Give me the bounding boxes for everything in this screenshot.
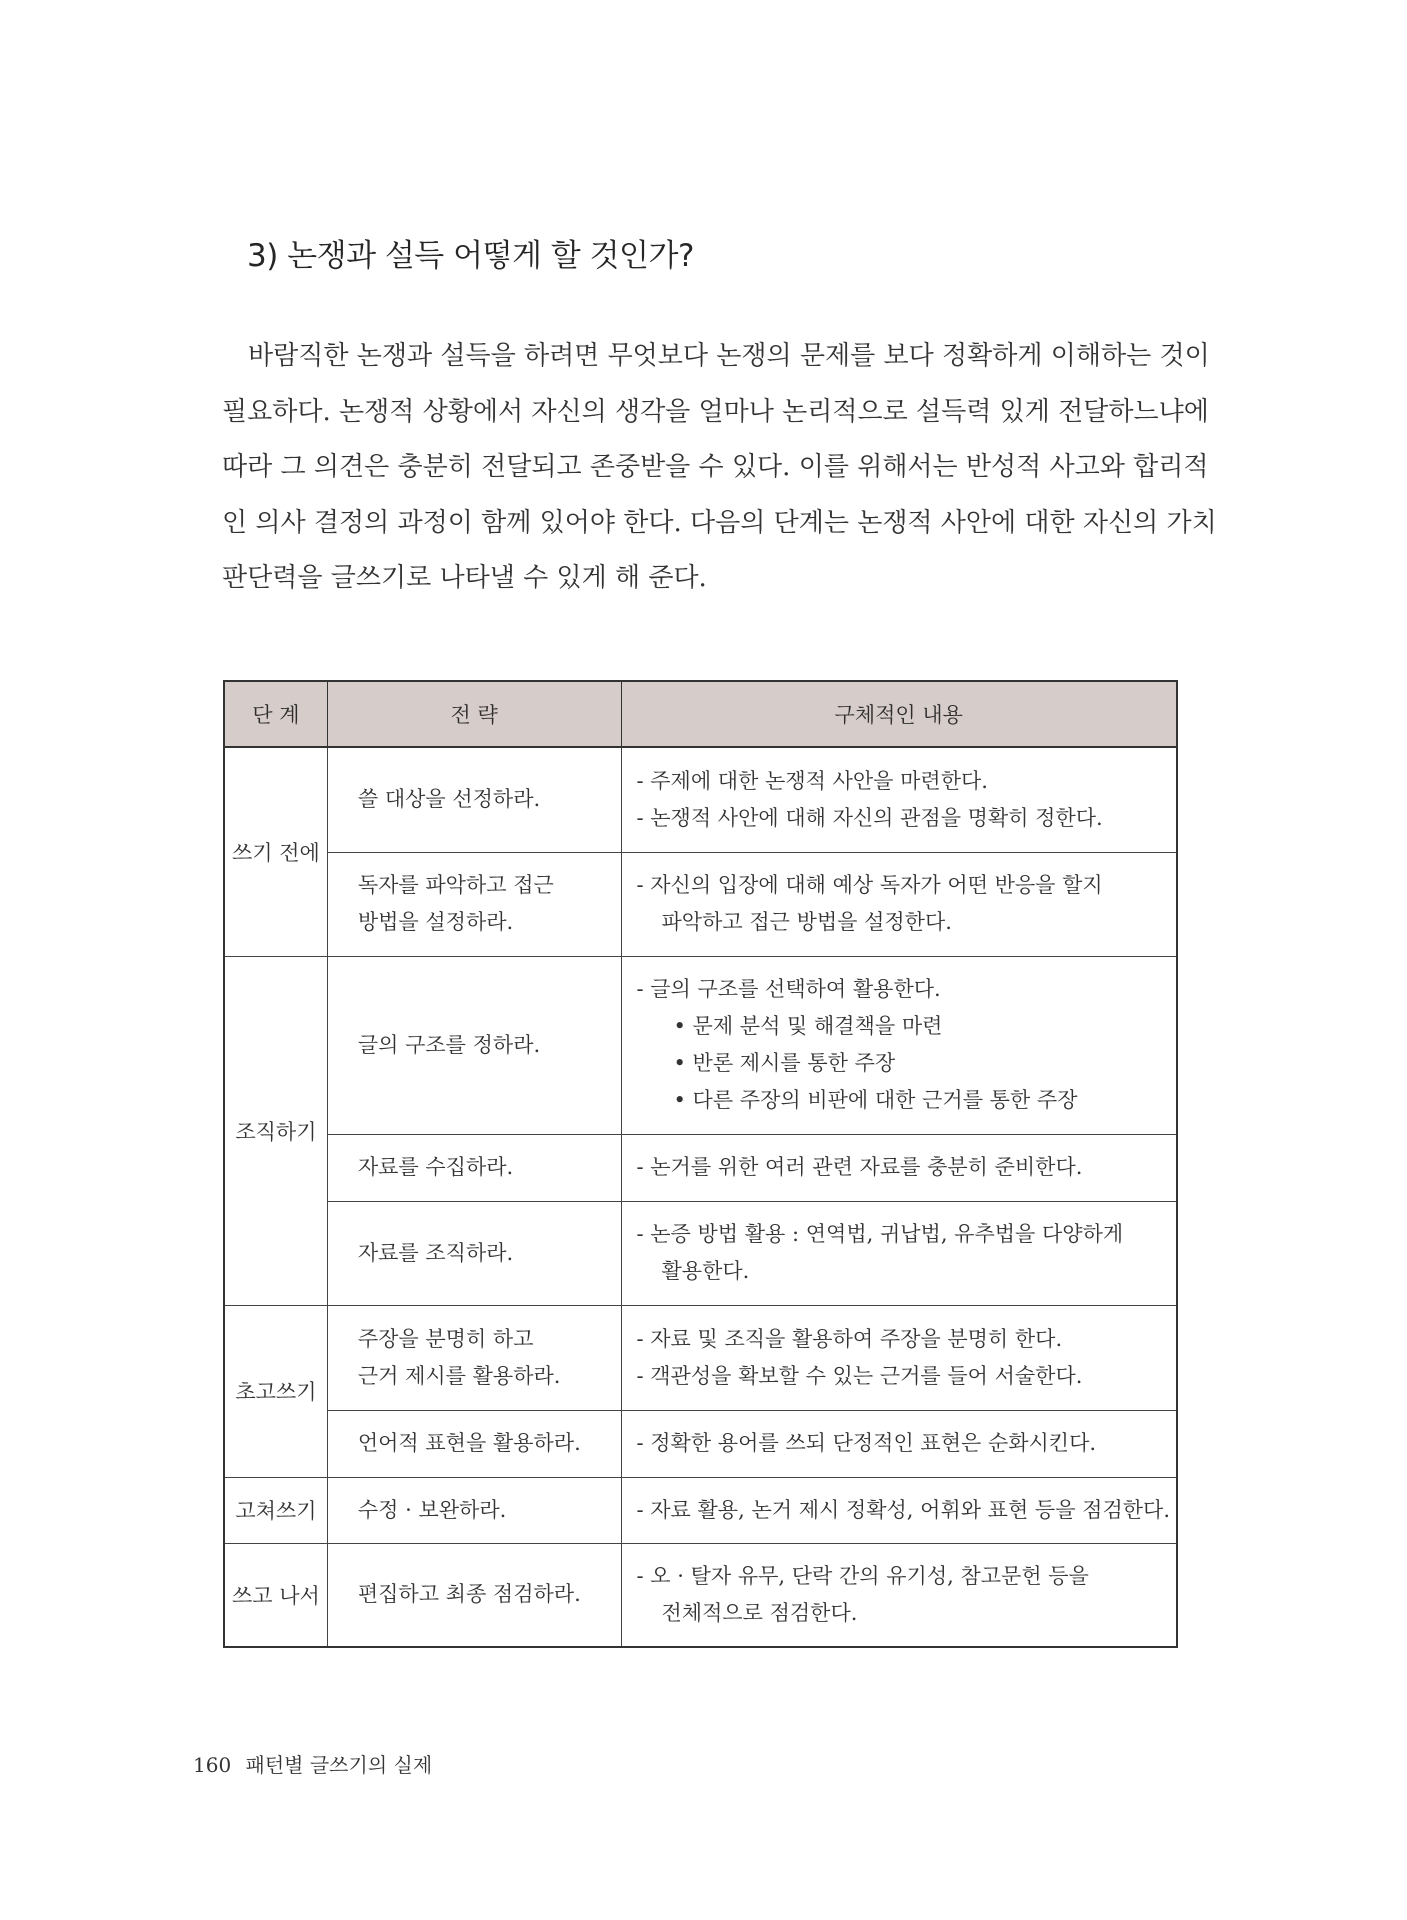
content-line: 파악하고 접근 방법을 설정한다. <box>661 910 952 934</box>
strategy-cell <box>327 1201 621 1305</box>
content-line: 전체적으로 점검한다. <box>661 1600 858 1625</box>
content-cell <box>621 1201 1177 1305</box>
strategy-cell <box>327 1134 621 1201</box>
content-line: - 글의 구조를 선택하여 활용한다. <box>636 977 941 1001</box>
paragraph-line: 따라 그 의견은 충분히 전달되고 존중받을 수 있다. 이를 위해서는 반성적 사고와 합리적 <box>222 452 1209 482</box>
table-row <box>224 852 1177 956</box>
strategy-cell <box>327 1410 621 1477</box>
paragraph-line: 판단력을 글쓰기로 나타낼 수 있게 해 준다. <box>222 563 707 593</box>
strategy-cell <box>327 747 621 852</box>
content-line: - 논증 방법 활용 : 연역법, 귀납법, 유추법을 다양하게 <box>636 1222 1124 1246</box>
stage-cell: 고쳐쓰기 <box>224 1477 327 1543</box>
strategy-line: 독자를 파악하고 접근 <box>357 873 554 897</box>
content-line: - 객관성을 확보할 수 있는 근거를 들어 서술한다. <box>636 1363 1083 1388</box>
content-line: - 오 · 탈자 유무, 단락 간의 유기성, 참고문헌 등을 <box>636 1563 1089 1588</box>
page-footer <box>193 1749 432 1778</box>
paragraph-line: 필요하다. 논쟁적 상황에서 자신의 생각을 얼마나 논리적으로 설득력 있게 전달하느냐에 <box>222 396 1209 427</box>
content-line: - 논거를 위한 여러 관련 자료를 충분히 준비한다. <box>636 1155 1083 1179</box>
content-cell <box>621 1410 1177 1477</box>
strategy-line: 쓸 대상을 선정하라. <box>357 787 541 812</box>
table-row <box>224 956 1177 1134</box>
content-cell <box>621 1305 1177 1410</box>
table-row <box>224 1201 1177 1305</box>
paragraph-line: 바람직한 논쟁과 설득을 하려면 무엇보다 논쟁의 문제를 보다 정확하게 이해하는 것이 <box>248 341 1210 371</box>
strategy-line: 자료를 수집하라. <box>357 1155 514 1179</box>
table-row <box>224 1410 1177 1477</box>
writing-steps-table <box>223 680 1178 1648</box>
content-cell <box>621 956 1177 1134</box>
strategy-cell <box>327 1477 621 1543</box>
header-strategy: 전 략 <box>327 681 621 747</box>
content-cell <box>621 1477 1177 1543</box>
content-cell <box>621 1134 1177 1201</box>
strategy-line: 편집하고 최종 점검하라. <box>357 1582 581 1607</box>
table-row <box>224 747 1177 852</box>
table-header-row <box>224 681 1177 747</box>
content-line: 활용한다. <box>661 1259 750 1283</box>
table-row <box>224 1477 1177 1543</box>
content-bullet: • 문제 분석 및 해결책을 마련 <box>673 1014 943 1038</box>
section-heading: 3) 논쟁과 설득 어떻게 할 것인가? <box>247 238 694 274</box>
strategy-cell <box>327 1543 621 1647</box>
strategy-line: 자료를 조직하라. <box>357 1240 514 1265</box>
content-cell <box>621 747 1177 852</box>
stage-cell: 쓰고 나서 <box>224 1543 327 1647</box>
strategy-cell <box>327 852 621 956</box>
page-number: 160 <box>193 1753 232 1777</box>
content-cell <box>621 1543 1177 1647</box>
intro-paragraph <box>222 329 1217 607</box>
content-line: - 자료 및 조직을 활용하여 주장을 분명히 한다. <box>636 1326 1063 1351</box>
content-line: - 자료 활용, 논거 제시 정확성, 어휘와 표현 등을 점검한다. <box>636 1497 1170 1522</box>
strategy-line: 주장을 분명히 하고 <box>357 1326 534 1351</box>
strategy-line: 언어적 표현을 활용하라. <box>357 1431 581 1455</box>
content-line: - 자신의 입장에 대해 예상 독자가 어떤 반응을 할지 <box>636 873 1103 897</box>
strategy-line: 수정 · 보완하라. <box>357 1497 507 1522</box>
strategy-cell <box>327 956 621 1134</box>
paragraph-line: 인 의사 결정의 과정이 함께 있어야 한다. 다음의 단계는 논쟁적 사안에 대한 자신의 가치 <box>222 507 1217 538</box>
table-row <box>224 1134 1177 1201</box>
content-cell <box>621 852 1177 956</box>
strategy-line: 근거 제시를 활용하라. <box>357 1363 561 1388</box>
content-line: - 주제에 대한 논쟁적 사안을 마련한다. <box>636 768 988 793</box>
content-line: - 논쟁적 사안에 대해 자신의 관점을 명확히 정한다. <box>636 805 1103 830</box>
content-bullet: • 다른 주장의 비판에 대한 근거를 통한 주장 <box>673 1088 1078 1112</box>
table-row <box>224 1305 1177 1410</box>
strategy-line: 방법을 설정하라. <box>357 910 514 934</box>
stage-cell: 조직하기 <box>224 956 327 1305</box>
strategy-line: 글의 구조를 정하라. <box>357 1032 541 1057</box>
stage-cell: 쓰기 전에 <box>224 747 327 956</box>
stage-cell: 초고쓰기 <box>224 1305 327 1477</box>
content-bullet: • 반론 제시를 통한 주장 <box>673 1051 896 1075</box>
content-line: - 정확한 용어를 쓰되 단정적인 표현은 순화시킨다. <box>636 1431 1097 1455</box>
book-title: 패턴별 글쓰기의 실제 <box>245 1753 433 1777</box>
strategy-cell <box>327 1305 621 1410</box>
header-content: 구체적인 내용 <box>621 681 1177 747</box>
table-row <box>224 1543 1177 1647</box>
header-stage: 단 계 <box>224 681 327 747</box>
